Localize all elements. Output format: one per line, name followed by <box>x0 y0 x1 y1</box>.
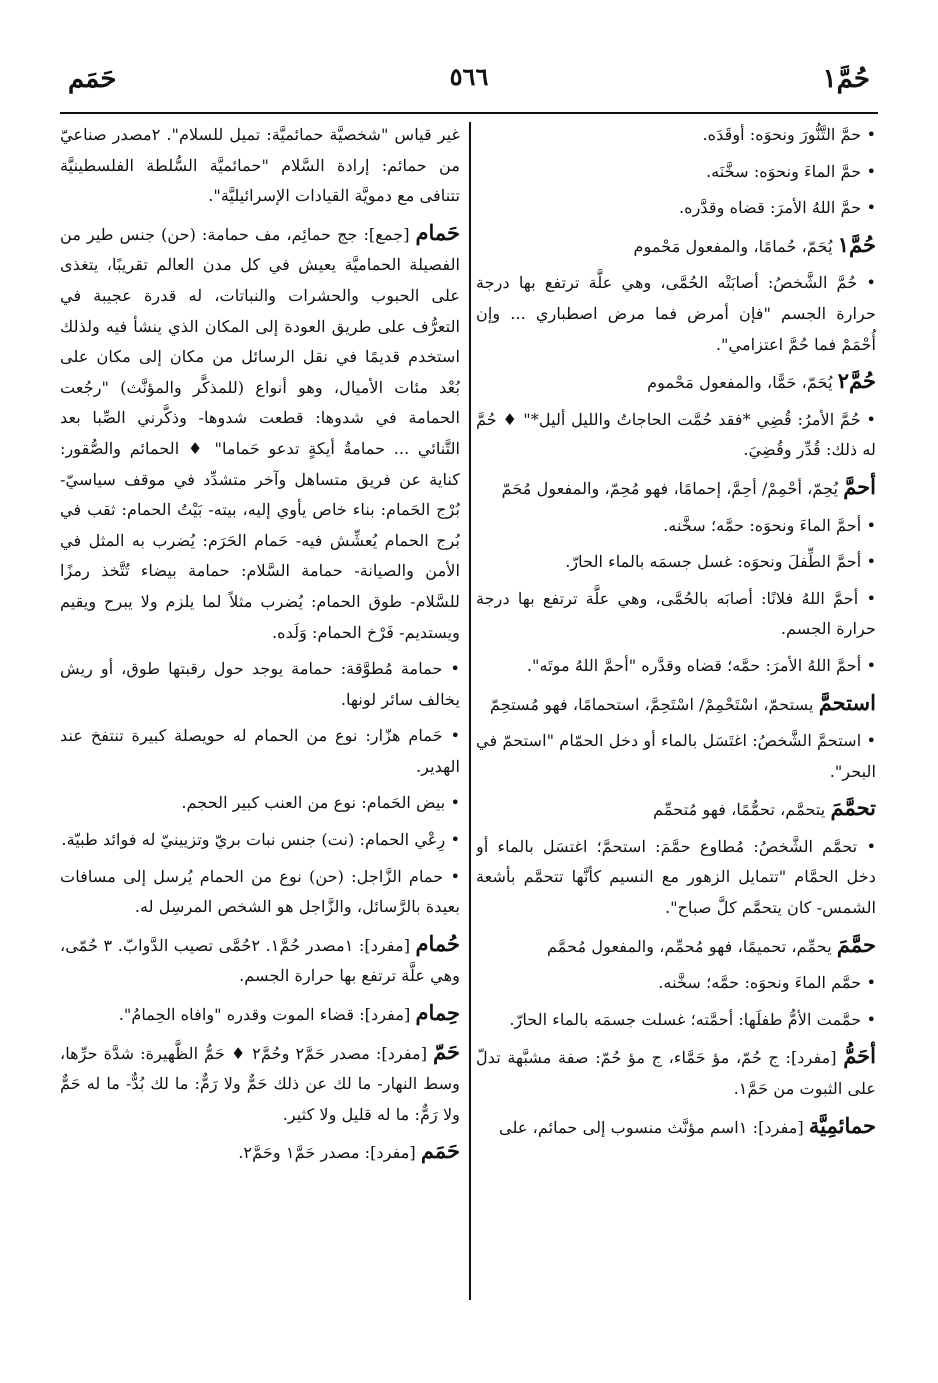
dictionary-entry <box>476 366 876 399</box>
entry-definition: [مفرد]: مصدر حَمَّ١ وحَمَّ٢. <box>238 1143 421 1163</box>
page-number: ٥٦٦ <box>449 62 489 91</box>
dictionary-entry <box>60 218 460 648</box>
dictionary-entry <box>476 930 876 963</box>
header-left-word: حَمَم <box>68 64 117 94</box>
sense-item: • حَمام هزّار: نوع من الحمام له حويصلة كبيرة تنتفخ عند الهدير. <box>60 721 460 782</box>
entry-headword: حَمّ <box>433 1038 460 1064</box>
entry-definition: [مفرد]: مصدر حَمَّ٢ وحُمَّ٢ ♦ حَمُّ الظَّهيرة: شدَّة حرِّها، وسط النهار- ما لك عن ذلك حَمٌّ ولا رَمٌّ: ما لك بُدٌّ- ما له حَمٌّ ولا رَمٌّ: ما له قليل ولا كثير. <box>60 1043 460 1124</box>
entry-definition: [مفرد]: ج حُمّ، مؤ حَمَّاء، ج مؤ حُمّ: صفة مشبَّهة تدلّ على الثبوت من حَمَّ١. <box>476 1048 876 1099</box>
entry-headword: حمَّمَ <box>836 931 876 957</box>
entry-definition: [مفرد]: قضاء الموت وقدره "وافاه الحِمامُ". <box>118 1005 416 1025</box>
dictionary-entry <box>476 230 876 263</box>
entry-definition: [مفرد]: ١اسم مؤنَّث منسوب إلى حمائم، على <box>498 1117 809 1137</box>
entry-definition: يُحِمّ، أحْمِمْ/ أحِمَّ، إحمامًا، فهو مُحِمّ، والمفعول مُحَمّ <box>501 478 844 498</box>
entry-headword: حمائمِيَّة <box>808 1112 876 1138</box>
entry-definition: [مفرد]: ١مصدر حُمَّ١. ٢حُمَّى تصيب الدَّوابّ. ٣ حُمّى، وهي علَّة ترتفع بها حرارة الجسم. <box>60 935 460 986</box>
entry-headword: استحمَّ <box>818 689 876 715</box>
entry-definition: يُحَمّ، حَمًّا، والمفعول مَحْموم <box>647 373 838 393</box>
column-divider <box>469 122 471 1300</box>
sense-item: • تحمَّم الشَّخصُ: مُطاوع حمَّمَ: استحمَّ؛ اغتسَل بالماء أو دخل الحمَّام "تتمايل الزهور مع النسيم كأنَّها تتحمَّم بأشعة الشمس- كان يتحمَّم كلَّ صباح". <box>476 832 876 924</box>
entry-definition: يتحمَّم، تحمُّمًا، فهو مُتحمِّم <box>653 800 831 820</box>
sense-item: • حُمَّ الشَّخصُ: أصابَتْه الحُمَّى، وهي علَّة ترتفع بها درجة حرارة الجسم "فإن أمرض فما مرض اصطباري ... وإن أُحْمَمْ فما حُمَّ اعتزامي". <box>476 268 876 360</box>
sense-item: • أحمَّ الماءَ ونحوَه: حمَّه؛ سخَّنه. <box>476 511 876 542</box>
dictionary-entry <box>476 1041 876 1104</box>
sense-item: • حمَّ اللهُ الأمرَ: قضاه وقدَّره. <box>476 193 876 224</box>
sense-item: • حمَّ التَّنُّورَ ونحوَه: أوقَدَه. <box>476 120 876 151</box>
header-right-word: حُمَّ١ <box>822 64 870 94</box>
left-column <box>60 120 460 1300</box>
dictionary-entry <box>60 998 460 1031</box>
continued-text: غير قياس "شخصيَّة حمائميَّة: تميل للسلام". ٢مصدر صناعيّ من حمائم: إرادة السَّلام "حمائميَّة السُّلطة الفلسطينيَّة تتنافى مع دمويَّة القيادات الإسرائيليَّة". <box>60 125 460 206</box>
entry-headword: أحمَّ <box>843 473 876 499</box>
dictionary-entry <box>476 793 876 826</box>
entry-headword: حِمام <box>415 1000 460 1026</box>
entry-definition: يحمِّم، تحميمًا، فهو مُحمِّم، والمفعول مُحمَّم <box>546 936 837 956</box>
dictionary-entry <box>476 1111 876 1144</box>
entry-headword: حُمَّ١ <box>837 231 876 257</box>
sense-item: • استحمَّ الشَّخصُ: اغتَسَل بالماء أو دخل الحمّام "استحمّ في البحر". <box>476 726 876 787</box>
dictionary-entry <box>60 1136 460 1169</box>
entry-headword: أحَمُّ <box>843 1043 876 1069</box>
sense-item: • رِعْي الحمام: (نت) جنس نبات بريّ وتزيينيّ له فوائد طبيّة. <box>60 825 460 856</box>
sense-item: • حمامة مُطوَّقة: حمامة يوجد حول رقبتها طوق، أو ريش يخالف سائر لونها. <box>60 654 460 715</box>
entry-headword: حُمام <box>415 930 460 956</box>
sense-item: • بيض الحَمام: نوع من العنب كبير الحجم. <box>60 788 460 819</box>
entry-headword: حُمَّ٢ <box>837 368 876 394</box>
entry-headword: حَمام <box>415 219 460 245</box>
entry-definition: يستحمّ، اسْتَحْمِمْ/ اسْتَحِمَّ، استحمامًا، فهو مُستحِمّ <box>489 694 819 714</box>
sense-item: • أحمَّ اللهُ الأمرَ: حمَّه؛ قضاه وقدَّره "أحمَّ اللهُ موتَه". <box>476 651 876 682</box>
entry-headword: تحمَّمَ <box>830 795 876 821</box>
dictionary-entry <box>476 472 876 505</box>
sense-item: • حمام الزَّاجل: (حن) نوع من الحمام يُرسل إلى مسافات بعيدة بالرَّسائل، والزَّاجل هو الشخص المرسِل له. <box>60 862 460 923</box>
dictionary-entry <box>60 1037 460 1131</box>
dictionary-entry <box>476 688 876 721</box>
sense-item: • أحمَّ اللهُ فلانًا: أصابَه بالحُمَّى، وهي علَّة ترتفع بها درجة حرارة الجسم. <box>476 584 876 645</box>
sense-item: • حمَّمت الأمُّ طفلَها: أحمَّته؛ غسلت جسمَه بالماء الحارّ. <box>476 1005 876 1036</box>
sense-item: • حمَّم الماءَ ونحوَه: حمَّه؛ سخَّنه. <box>476 968 876 999</box>
sense-item: • حُمَّ الأمرُ: قُضِي *فقد حُمَّت الحاجاتُ والليل أليل*" ♦ حُمَّ له ذلك: قُدِّر وقُضِيَ. <box>476 405 876 466</box>
sense-item: • أحمَّ الطِّفلَ ونحوَه: غسل جسمَه بالماء الحارّ. <box>476 547 876 578</box>
entry-definition: يُحَمّ، حُمامًا، والمفعول مَحْموم <box>633 236 838 256</box>
header-rule <box>60 112 878 114</box>
right-column <box>476 120 876 1300</box>
entry-headword: حَمَم <box>420 1138 460 1164</box>
entry-definition: [جمع]: جج حمائِم، مف حمامة: (حن) جنس طير من الفصيلة الحماميَّة يعيش في كل مدن العالم تقريبًا، يتغذى على الحبوب والحشرات والنباتات، له قدرة عجيبة في التعرُّف على طريق العودة إلى المكان الذي ينشأ فيه ولذلك استخدم قديمًا في نقل الرسائل من مكان إلى مكان على بُعْد مئات الأميال، وهو أنواع (للمذكَّر والمؤنَّث) "رجُعت الحمامة في شدوها: قطعت شدوها- وذكَّرني الصِّبا بعد التَّنائي ... حمامةُ أيكةٍ تدعو حَماما" ♦ الحمائم والصُّقور: كناية عن فريق متساهل وآخر متشدِّد في موقف سياسيّ- بُرْج الحَمام: بناء خاص يأوي إليه، بيته- بَيْتُ الحمام: ثقب في بُرج الحمام يُعشِّش فيه- حَمام الحَرَم: يُضرب به المثل في الأمن والصيانة- حمامة السَّلام: حمامة بيضاء تُتَّخذ رمزًا للسَّلام- طوق الحمام: يُضرب مثلاً لما يلزم ولا يبرح ويقيم ويستديم- فَرْخ الحمام: وَلَده. <box>60 224 460 642</box>
sense-item: • حمَّ الماءَ ونحوَه: سخَّنَه. <box>476 157 876 188</box>
dictionary-entry <box>60 929 460 992</box>
